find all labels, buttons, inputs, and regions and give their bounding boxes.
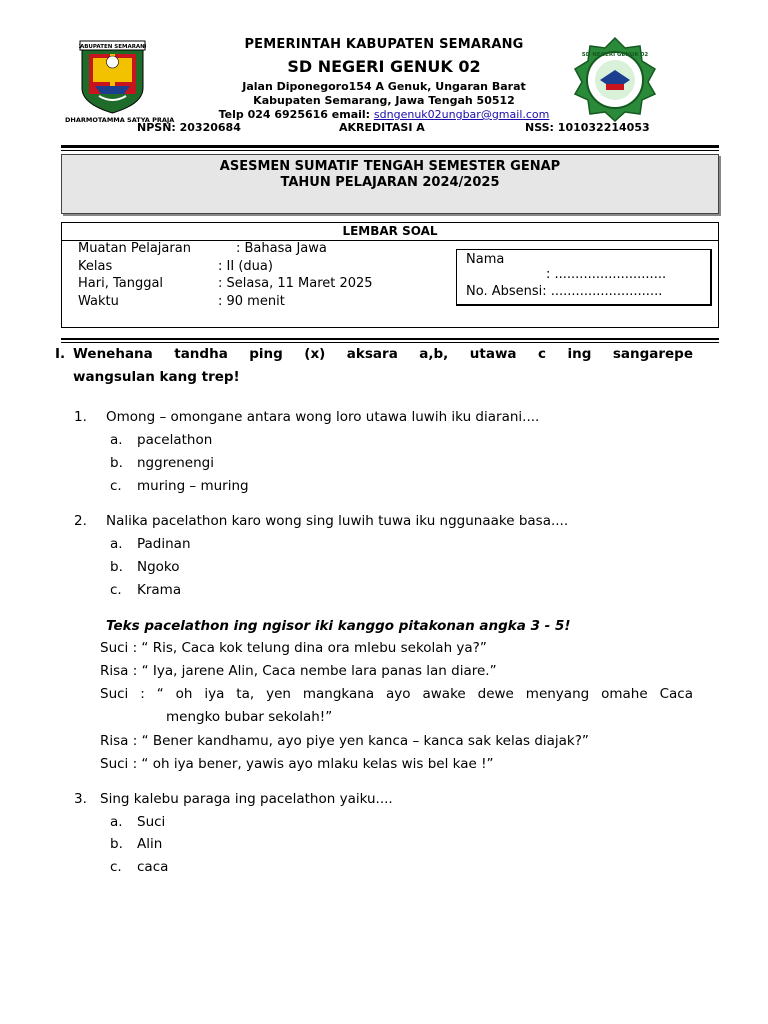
option-text: pacelathon xyxy=(137,432,213,448)
option-letter[interactable]: a. xyxy=(110,814,123,830)
student-name-box xyxy=(456,249,712,306)
option-letter[interactable]: c. xyxy=(110,859,122,875)
section-rule-thick xyxy=(61,338,719,340)
question-number: 1. xyxy=(74,409,87,425)
question-text: Omong – omongane antara wong loro utawa luwih iku diarani.... xyxy=(106,409,540,425)
email-link[interactable]: sdngenuk02ungbar@gmail.com xyxy=(373,108,550,121)
option-letter[interactable]: b. xyxy=(110,559,123,575)
npsn: NPSN: 20320684 xyxy=(137,121,241,134)
exam-title-1: ASESMEN SUMATIF TENGAH SEMESTER GENAP xyxy=(219,159,561,174)
address-line-1: Jalan Diponegoro154 A Genuk, Ungaran Barat xyxy=(242,80,526,93)
section-number: I. xyxy=(55,346,66,362)
government-name: PEMERINTAH KABUPATEN SEMARANG xyxy=(244,37,524,52)
sheet-heading: LEMBAR SOAL xyxy=(62,223,718,241)
info-label: Hari, Tanggal xyxy=(78,276,164,291)
dialog-line: Suci : “ oh iya bener, yawis ayo mlaku kelas wis bel kae !” xyxy=(100,756,494,772)
name-label: Nama xyxy=(466,252,505,267)
dialog-heading: Teks pacelathon ing ngisor iki kanggo pitakonan angka 3 - 5! xyxy=(106,618,571,634)
option-letter[interactable]: a. xyxy=(110,536,123,552)
info-value: : Selasa, 11 Maret 2025 xyxy=(218,276,373,291)
dialog-line: Risa : “ Iya, jarene Alin, Caca nembe lara panas lan diare.” xyxy=(100,663,497,679)
exam-title-box xyxy=(61,154,719,214)
info-value: : 90 menit xyxy=(218,294,285,309)
question-sheet-info-box xyxy=(61,222,719,328)
logo-right-label: SD NEGERI GENUK 02 xyxy=(581,52,649,58)
question-text: Nalika pacelathon karo wong sing luwih tuwa iku nggunaake basa.... xyxy=(106,513,569,529)
option-text: Padinan xyxy=(137,536,191,552)
question-number: 3. xyxy=(74,791,87,807)
phone-text: Telp 024 6925616 email: xyxy=(218,108,374,121)
contact-line xyxy=(0,108,768,121)
info-row-subject xyxy=(78,241,327,256)
info-label: Kelas xyxy=(78,259,113,274)
option-letter[interactable]: a. xyxy=(110,432,123,448)
option-text: nggrenengi xyxy=(137,455,214,471)
school-name: SD NEGERI GENUK 02 xyxy=(287,57,481,76)
option-letter[interactable]: c. xyxy=(110,582,122,598)
akreditasi: AKREDITASI A xyxy=(339,121,425,134)
header-rule-thick xyxy=(61,145,719,148)
option-letter[interactable]: c. xyxy=(110,478,122,494)
question-text: Sing kalebu paraga ing pacelathon yaiku.... xyxy=(100,791,393,807)
dialog-line: mengko bubar sekolah!” xyxy=(166,709,333,725)
info-label: Muatan Pelajaran xyxy=(78,241,191,256)
info-row-date xyxy=(78,276,373,291)
option-text: Ngoko xyxy=(137,559,180,575)
address-line-2: Kabupaten Semarang, Jawa Tengah 50512 xyxy=(253,94,515,107)
option-text: Krama xyxy=(137,582,182,598)
section-instruction-line-2: wangsulan kang trep! xyxy=(73,369,240,385)
option-text: caca xyxy=(137,859,169,875)
option-letter[interactable]: b. xyxy=(110,836,123,852)
dialog-line: Suci : “ oh iya ta, yen mangkana ayo awake dewe menyang omahe Caca xyxy=(100,686,693,702)
exam-title-2: TAHUN PELAJARAN 2024/2025 xyxy=(280,175,500,190)
section-instruction-line-1: Wenehana tandha ping (x) aksara a,b, utawa c ing sangarepe xyxy=(73,346,693,362)
info-label: Waktu xyxy=(78,294,119,309)
section-rule-thin xyxy=(61,342,719,343)
info-value: : II (dua) xyxy=(218,259,273,274)
logo-left-label: KABUPATEN SEMARANG xyxy=(79,44,146,50)
motto: DHARMOTAMMA SATYA PRAJA xyxy=(65,116,175,124)
info-value: : Bahasa Jawa xyxy=(236,241,327,256)
name-field[interactable]: : ........................... xyxy=(546,267,667,282)
header-rule-thin xyxy=(61,150,719,151)
option-text: Suci xyxy=(137,814,166,830)
option-text: Alin xyxy=(137,836,163,852)
info-row-class xyxy=(78,259,273,274)
option-text: muring – muring xyxy=(137,478,249,494)
option-letter[interactable]: b. xyxy=(110,455,123,471)
info-row-time xyxy=(78,294,285,309)
dialog-line: Suci : “ Ris, Caca kok telung dina ora mlebu sekolah ya?” xyxy=(100,640,487,656)
dialog-line: Risa : “ Bener kandhamu, ayo piye yen kanca – kanca sak kelas diajak?” xyxy=(100,733,589,749)
absen-field[interactable]: No. Absensi: ........................... xyxy=(466,284,663,299)
question-number: 2. xyxy=(74,513,87,529)
nss: NSS: 101032214053 xyxy=(525,121,650,134)
